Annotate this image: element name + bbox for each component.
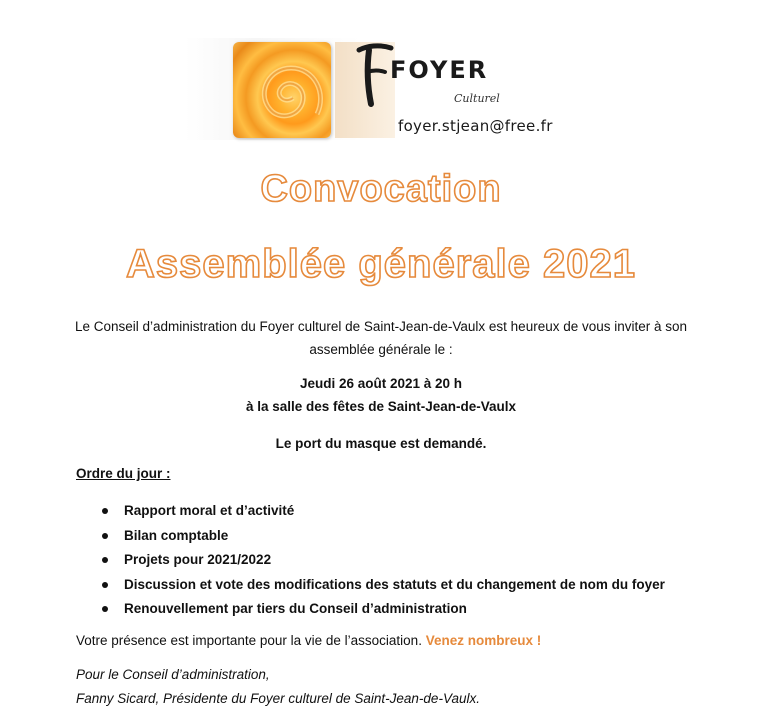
bullet-icon (102, 606, 108, 612)
swirl-icon (233, 42, 331, 138)
signature-line-1: Pour le Conseil d’administration, (76, 667, 270, 682)
event-details (60, 372, 702, 418)
signature-line-2: Fanny Sicard, Présidente du Foyer culturel de Saint-Jean-de-Vaulx. (76, 691, 480, 706)
logo-title: FOYER (390, 56, 489, 84)
brush-f-icon (355, 40, 395, 110)
bullet-icon (102, 508, 108, 514)
agenda-item-label: Bilan comptable (124, 527, 229, 543)
closing-text: Votre présence est importante pour la vie de l’association. (76, 633, 422, 648)
agenda-item-label: Renouvellement par tiers du Conseil d’administration (124, 601, 467, 616)
bullet-icon (102, 557, 108, 563)
bullet-icon (102, 533, 108, 539)
mask-notice: Le port du masque est demandé. (275, 436, 487, 451)
logo-subtitle: Culturel (454, 92, 500, 105)
list-item (76, 499, 665, 524)
agenda-item-label: Discussion et vote des modifications des statuts et du changement de nom du foyer (124, 576, 665, 592)
list-item (76, 597, 665, 622)
logo-email: foyer.stjean@free.fr (398, 117, 553, 135)
agenda-item-label: Rapport moral et d’activité (124, 503, 295, 518)
event-date: Jeudi 26 août 2021 à 20 h (299, 376, 463, 391)
event-place: à la salle des fêtes de Saint-Jean-de-Vaulx (245, 399, 517, 414)
list-item (76, 573, 665, 598)
foyer-logo (185, 38, 575, 148)
closing-highlight: Venez nombreux ! (425, 633, 542, 648)
page-title: Convocation (260, 168, 502, 210)
agenda-item-label: Projets pour 2021/2022 (124, 552, 272, 567)
list-item (76, 524, 665, 549)
bullet-icon (102, 582, 108, 588)
list-item (76, 548, 665, 573)
intro-paragraph: Le Conseil d’administration du Foyer culturel de Saint-Jean-de-Vaulx est heureux de vous inviter à son assemblée générale le : (74, 319, 688, 357)
closing-line (76, 633, 541, 648)
agenda-list (76, 499, 665, 622)
agenda-heading: Ordre du jour : (76, 466, 171, 481)
page-subtitle: Assemblée générale 2021 (126, 242, 636, 286)
